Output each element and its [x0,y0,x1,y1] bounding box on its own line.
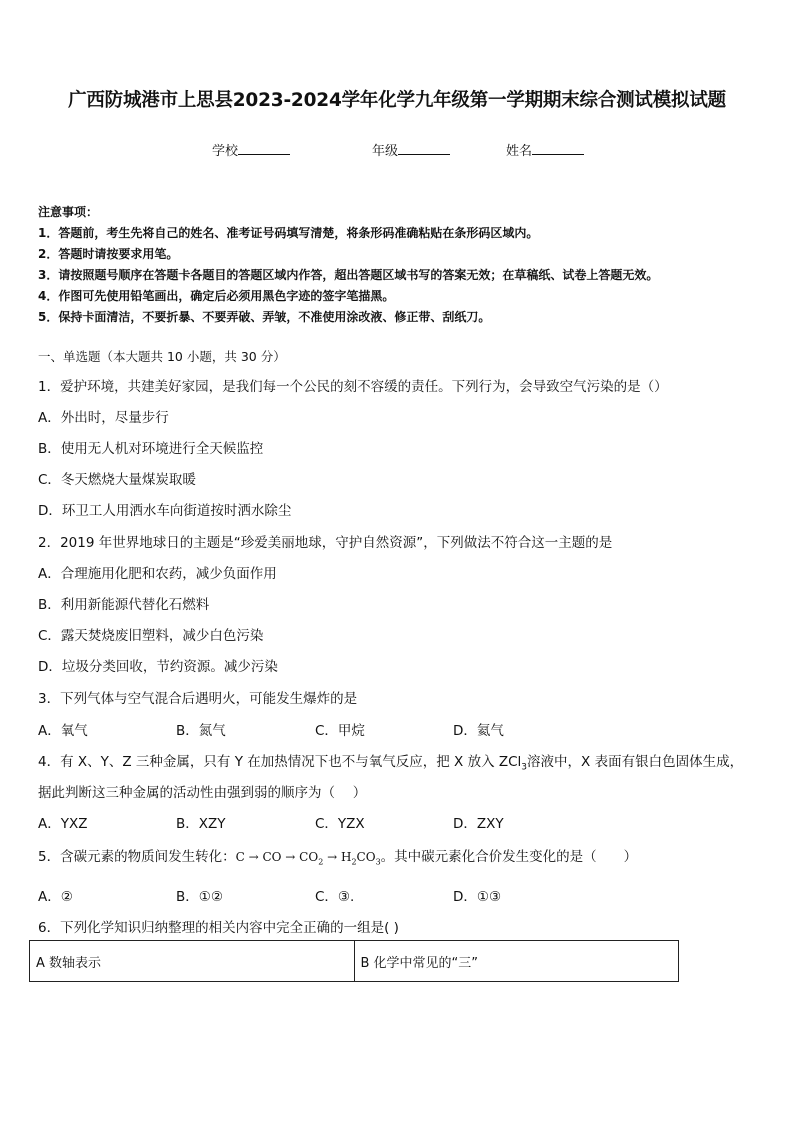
question-4-option-a[interactable]: A．YXZ [38,816,88,832]
table-cell-b: B 化学中常见的“三” [354,941,679,982]
grade-label: 年级 [372,144,399,159]
question-1-option-d[interactable]: D．环卫工人用洒水车向街道按时洒水除尘 [38,503,292,519]
question-6-stem: 6．下列化学知识归纳整理的相关内容中完全正确的一组是( ) [38,920,399,936]
question-2-option-c[interactable]: C．露天焚烧废旧塑料，减少白色污染 [38,628,264,644]
note-item: 1．答题前，考生先将自己的姓名、准考证号码填写清楚，将条形码准确粘贴在条形码区域内。 [38,226,539,240]
question-1-stem: 1．爱护环境，共建美好家园，是我们每一个公民的刻不容缓的责任。下列行为，会导致空气污染的是（） [38,379,668,395]
name-blank[interactable] [532,142,584,155]
question-4-stem-line-2: 据此判断这三种金属的活动性由强到弱的顺序为（ ） [38,785,367,801]
formula-part: → H [323,850,352,864]
question-5-stem [38,845,637,866]
question-1-option-b[interactable]: B．使用无人机对环境进行全天候监控 [38,441,264,457]
note-item: 2．答题时请按要求用笔。 [38,247,179,261]
note-item: 5．保持卡面清洁，不要折暴、不要弄破、弄皱，不准使用涂改液、修正带、刮纸刀。 [38,310,491,324]
note-item: 4．作图可先使用铅笔画出，确定后必须用黑色字迹的签字笔描黑。 [38,289,395,303]
question-3-option-d[interactable]: D．氦气 [453,723,504,739]
formula-part: C → CO → CO [235,850,319,864]
table-cell-a: A 数轴表示 [30,941,355,982]
question-5-stem-start: 5．含碳元素的物质间发生转化： [38,849,236,865]
name-label: 姓名 [506,144,533,159]
school-label: 学校 [212,144,239,159]
question-4-stem-start: 4．有 X、Y、Z 三种金属，只有 Y 在加热情况下也不与氧气反应，把 X 放入 ZCl [38,754,522,770]
page-title: 广西防城港市上思县2023-2024学年化学九年级第一学期期末综合测试模拟试题 [68,90,726,111]
question-4-option-c[interactable]: C．YZX [315,816,365,832]
question-4-option-b[interactable]: B．XZY [176,816,226,832]
question-2-stem: 2．2019 年世界地球日的主题是“珍爱美丽地球，守护自然资源”，下列做法不符合这一主题的是 [38,535,613,551]
school-blank[interactable] [238,142,290,155]
formula-part: CO [356,850,376,864]
question-2-option-b[interactable]: B．利用新能源代替化石燃料 [38,597,210,613]
question-4-subscript: 3 [521,762,528,773]
question-5-option-b[interactable]: B．①② [176,889,223,905]
question-5-stem-end: 。其中碳元素化合价发生变化的是（ ） [380,849,638,865]
question-1-option-c[interactable]: C．冬天燃烧大量煤炭取暖 [38,472,196,488]
question-3-option-a[interactable]: A．氧气 [38,723,88,739]
question-2-option-d[interactable]: D．垃圾分类回收，节约资源。减少污染 [38,659,278,675]
notes-heading: 注意事项： [38,205,99,219]
note-item: 3．请按照题号顺序在答题卡各题目的答题区域内作答，超出答题区域书写的答案无效；在草稿纸、试卷上答题无效。 [38,268,659,282]
grade-field[interactable] [372,140,450,159]
question-3-stem: 3．下列气体与空气混合后遇明火，可能发生爆炸的是 [38,691,358,707]
formula-subscript: 3 [375,857,381,867]
school-field[interactable] [212,140,290,159]
question-5-option-a[interactable]: A．② [38,889,73,905]
formula-subscript: 2 [351,857,357,867]
question-4-stem-end: 溶液中，X 表面有银白色固体生成， [527,754,744,770]
question-4-option-d[interactable]: D．ZXY [453,816,504,832]
name-field[interactable] [506,140,584,159]
formula-subscript: 2 [318,857,324,867]
question-6-table [29,940,679,982]
question-4-stem-line-1 [38,750,743,773]
table-row [30,941,679,982]
grade-blank[interactable] [398,142,450,155]
question-2-option-a[interactable]: A．合理施用化肥和农药，减少负面作用 [38,566,277,582]
question-5-option-d[interactable]: D．①③ [453,889,502,905]
carbon-conversion-formula [235,850,381,867]
question-5-option-c[interactable]: C．③. [315,889,355,905]
question-3-option-c[interactable]: C．甲烷 [315,723,365,739]
question-1-option-a[interactable]: A．外出时，尽量步行 [38,410,169,426]
question-3-option-b[interactable]: B．氮气 [176,723,226,739]
section-heading: 一、单选题（本大题共 10 小题，共 30 分） [38,349,286,364]
